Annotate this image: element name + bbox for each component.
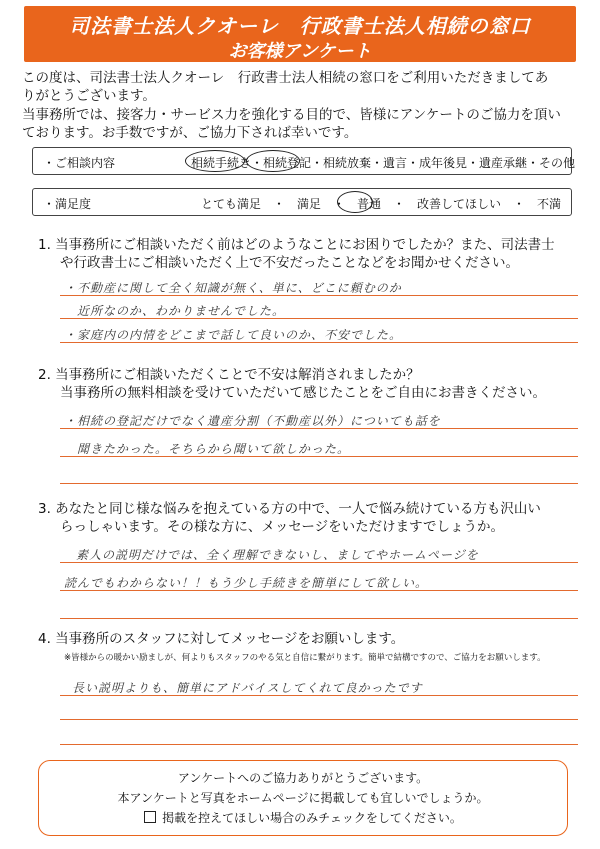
satisfaction-box xyxy=(32,188,572,216)
question-1-cont: や行政書士にご相談いただく上で不安だったことなどをお聞かせください。 xyxy=(60,255,519,271)
handwritten-answer: ・不動産に関して全く知識が無く、単に、どこに頼むのか xyxy=(64,281,402,295)
intro-line: 当事務所では、接客力・サービス力を強化する目的で、皆様にアンケートのご協力を頂い xyxy=(22,107,561,123)
footer-question: 本アンケートと写真をホームページに掲載しても宜しいでしょうか。 xyxy=(117,791,489,805)
question-2: 2. 当事務所にご相談いただくことで不安は解消されましたか？ xyxy=(38,367,420,383)
footer-check-label: 掲載を控えてほしい場合のみチェックをしてください。 xyxy=(162,811,462,825)
question-1: 1. 当事務所にご相談いただく前はどのようなことにお困りでしたか？また、司法書士 xyxy=(38,237,555,253)
page-title: 司法書士法人クオーレ 行政書士法人相続の窓口 xyxy=(69,14,531,38)
publish-opt-out-checkbox[interactable] xyxy=(144,811,156,823)
handwritten-answer: ・相続の登記だけでなく遺産分割（不動産以外）についても話を xyxy=(64,414,441,428)
answer-line xyxy=(60,744,578,745)
satisfaction-options[interactable]: とても満足 ・ 満足 ・ 普通 ・ 改善してほしい ・ 不満 xyxy=(201,197,562,211)
handwritten-answer: 聞きたかった。そちらから聞いて欲しかった。 xyxy=(64,442,351,456)
question-3: 3. あなたと同じ様な悩みを抱えている方の中で、一人で悩み続けている方も沢山い xyxy=(38,501,541,517)
handwritten-answer: 素人の説明だけでは、全く理解できないし、ましてやホームページを xyxy=(76,548,479,562)
intro-line: りがとうございます。 xyxy=(22,88,156,104)
selection-circle xyxy=(246,150,300,172)
handwritten-answer: 近所なのか、わかりませんでした。 xyxy=(64,304,286,318)
question-3-cont: らっしゃいます。その様な方に、メッセージをいただけますでしょうか。 xyxy=(60,519,505,535)
consult-type-options[interactable]: 相続手続き・相続登記・相続放棄・遺言・成年後見・遺産承継・その他 xyxy=(191,156,576,170)
handwritten-answer: ・家庭内の内情をどこまで話して良いのか、不安でした。 xyxy=(64,328,403,342)
handwritten-answer: 長い説明よりも、簡単にアドバイスしてくれて良かったです xyxy=(72,681,423,695)
question-2-cont: 当事務所の無料相談を受けていただいて感じたことをご自由にお書きください。 xyxy=(60,385,546,401)
satisfaction-label: ・満足度 xyxy=(43,197,92,211)
answer-line xyxy=(60,719,578,720)
selection-circle xyxy=(337,191,373,213)
footer-check-row xyxy=(39,809,567,826)
header-banner xyxy=(24,6,576,62)
consult-type-box xyxy=(32,147,576,175)
answer-line xyxy=(60,618,578,619)
answer-line xyxy=(60,483,578,484)
intro-line: ております。お手数ですが、ご協力下されば幸いです。 xyxy=(22,125,358,141)
intro-line: この度は、司法書士法人クオーレ 行政書士法人相続の窓口をご利用いただきましてあ xyxy=(22,70,549,86)
selection-circle xyxy=(185,150,245,172)
question-4: 4. 当事務所のスタッフに対してメッセージをお願いします。 xyxy=(38,631,405,647)
consult-type-label: ・ご相談内容 xyxy=(43,156,116,170)
footer-thanks: アンケートへのご協力ありがとうございます。 xyxy=(177,771,429,785)
footer-box xyxy=(38,760,568,836)
handwritten-answer: 読んでもわからない！！もう少し手続きを簡単にして欲しい。 xyxy=(64,576,429,590)
page-subtitle: お客様アンケート xyxy=(228,41,372,62)
question-4-note: ※皆様からの暖かい励ましが、何よりもスタッフのやる気と自信に繋がります。簡単で結構ですので、ご協力をお願いします。 xyxy=(64,653,546,663)
